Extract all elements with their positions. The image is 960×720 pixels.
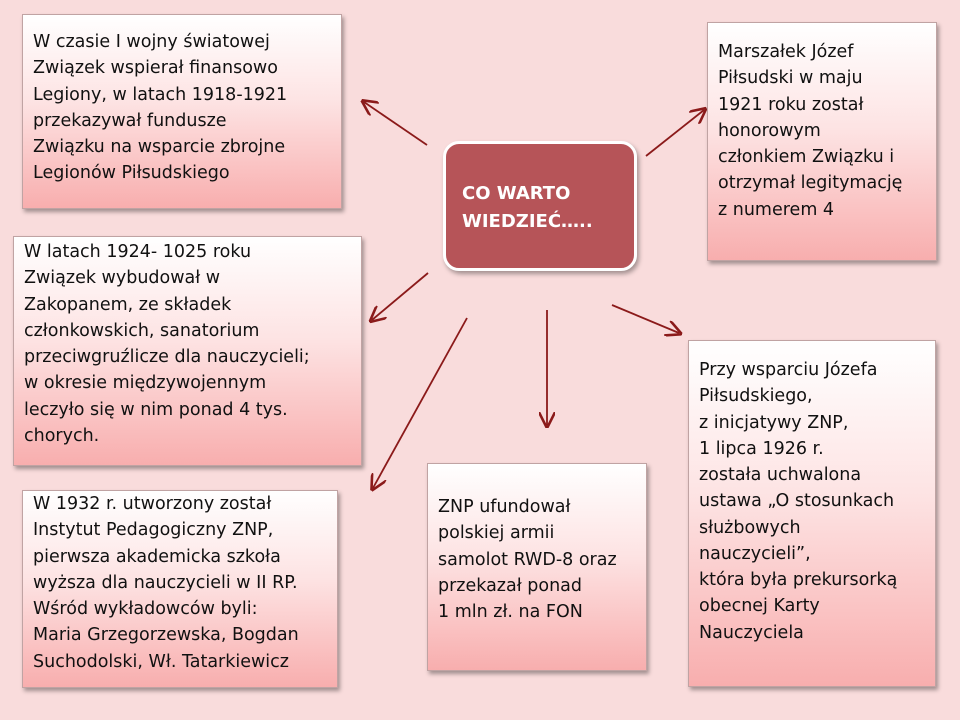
box-line: członkowskich, sanatorium — [24, 320, 260, 341]
center-line: CO WARTO — [462, 183, 571, 204]
box-line: Legionów Piłsudskiego — [33, 163, 230, 184]
box-line: Legiony, w latach 1918-1921 — [33, 84, 288, 105]
box-line: chorych. — [24, 425, 100, 446]
box-line: przeciwgruźlicze dla nauczycieli; — [24, 347, 310, 367]
box-line: ZNP ufundował — [438, 497, 571, 517]
box-line: W czasie I wojny światowej — [33, 32, 270, 52]
arrow-to-legions — [364, 102, 427, 145]
box-line: Przy wsparciu Józefa — [699, 360, 878, 380]
box-line: z inicjatywy ZNP, — [699, 412, 849, 433]
box-line: Nauczyciela — [699, 622, 804, 643]
box-line: Suchodolski, Wł. Tatarkiewicz — [33, 651, 289, 672]
box-line: Związek wspierał finansowo — [33, 58, 278, 79]
sanatorium-box — [13, 236, 362, 466]
legions-support-box — [22, 14, 342, 209]
box-line: leczyło się w nim ponad 4 tys. — [24, 399, 288, 420]
box-line: Maria Grzegorzewska, Bogdan — [33, 625, 299, 646]
box-line: przekazał ponad — [438, 575, 582, 596]
box-line: z numerem 4 — [718, 199, 835, 220]
central-topic — [443, 141, 637, 271]
box-line: Marszałek Józef — [718, 42, 854, 62]
box-line: nauczycieli”, — [699, 543, 811, 564]
box-line: obecnej Karty — [699, 596, 820, 617]
box-line: Wśród wykładowców byli: — [33, 599, 258, 619]
box-line: polskiej armii — [438, 523, 555, 544]
box-line: Zakopanem, ze składek — [24, 294, 232, 315]
box-line: otrzymał legitymację — [718, 173, 903, 194]
box-line: Piłsudski w maju — [718, 68, 863, 89]
box-line: członkiem Związku i — [718, 147, 895, 167]
box-line: Instytut Pedagogiczny ZNP, — [33, 520, 274, 541]
box-line: 1921 roku został — [718, 94, 864, 115]
box-line: służbowych — [699, 517, 801, 538]
box-line: która była prekursorką — [699, 570, 898, 590]
box-line: w okresie międzywojennym — [24, 373, 267, 394]
teachers-act-box — [688, 340, 936, 687]
box-line: przekazywał fundusze — [33, 110, 227, 131]
box-line: W latach 1924- 1025 roku — [24, 242, 252, 262]
box-line: honorowym — [718, 120, 821, 141]
box-line: 1 mln zł. na FON — [438, 602, 583, 622]
box-line: ustawa „O stosunkach — [699, 491, 895, 512]
box-line: 1 lipca 1926 r. — [699, 438, 824, 459]
box-line: została uchwalona — [699, 465, 862, 485]
box-line: wyższa dla nauczycieli w II RP. — [33, 572, 298, 593]
arrow-to-statute — [612, 305, 679, 333]
honorary-member-box — [707, 22, 937, 261]
box-line: W 1932 r. utworzony został — [33, 494, 272, 514]
box-line: pierwsza akademicka szkoła — [33, 546, 281, 567]
arrow-to-sanatorium — [372, 273, 428, 320]
arrow-to-marshal — [646, 110, 704, 156]
box-line: Związku na wsparcie zbrojne — [33, 137, 286, 157]
box-line: Związek wybudował w — [24, 268, 221, 289]
box-line: samolot RWD-8 oraz — [438, 549, 617, 570]
center-line: WIEDZIEĆ….. — [462, 210, 593, 232]
pedagogical-institute-box — [22, 490, 338, 688]
aircraft-funding-box — [427, 463, 647, 671]
box-line: Piłsudskiego, — [699, 386, 813, 407]
